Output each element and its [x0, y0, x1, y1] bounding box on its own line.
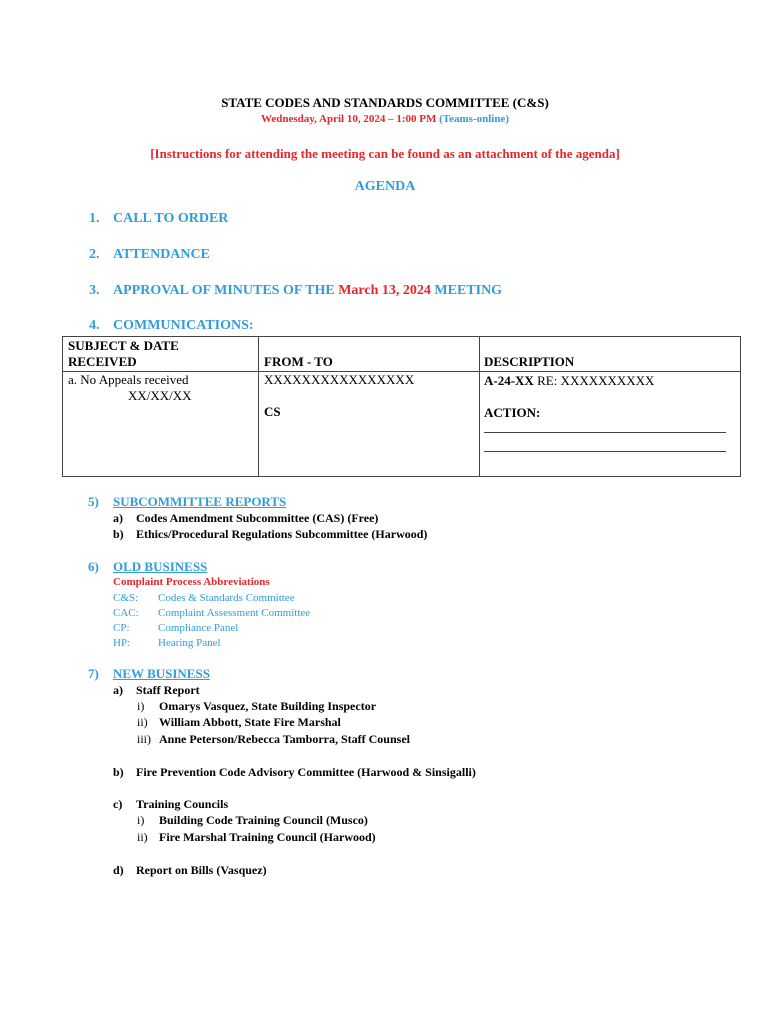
item-roman: ii): [137, 830, 148, 844]
item-text: Training Councils: [136, 797, 229, 811]
item-text: Report on Bills (Vasquez): [136, 863, 267, 877]
document-title: STATE CODES AND STANDARDS COMMITTEE (C&S): [221, 95, 549, 110]
item-label: APPROVAL OF MINUTES OF THE: [113, 283, 335, 298]
abbreviation-row: [113, 621, 239, 636]
abbreviation-code: HP:: [113, 637, 131, 649]
header-received-label: RECEIVED: [68, 354, 137, 369]
item-text: Fire Marshal Training Council (Harwood): [159, 830, 376, 844]
appeal-subject: RE: XXXXXXXXXX: [533, 373, 655, 388]
section-title: NEW BUSINESS: [113, 666, 210, 681]
minutes-date: March 13, 2024: [338, 283, 431, 298]
action-label: ACTION:: [484, 405, 541, 420]
staff-report-subitem: [137, 715, 341, 730]
item-label: CALL TO ORDER: [113, 211, 229, 226]
abbreviation-desc: Complaint Assessment Committee: [158, 607, 311, 619]
action-line: [484, 451, 726, 452]
staff-report-subitem: [137, 699, 377, 714]
cell-description: [480, 372, 741, 477]
abbreviation-desc: Hearing Panel: [158, 637, 221, 649]
meeting-date-time: Wednesday, April 10, 2024 – 1:00 PM: [260, 113, 437, 125]
staff-report-subitem: [137, 732, 410, 747]
section-number: 6): [88, 559, 99, 574]
header-description-label: DESCRIPTION: [484, 354, 575, 369]
item-letter: b): [113, 765, 124, 779]
header-description: [480, 337, 741, 372]
meeting-subtitle: [0, 113, 770, 125]
communications-table: [62, 336, 741, 477]
item-text: Staff Report: [136, 683, 200, 697]
item-number: 2.: [89, 247, 100, 262]
section-number: 7): [88, 666, 99, 681]
cell-from-to: [259, 372, 480, 477]
table-header-row: [63, 337, 741, 372]
abbreviation-desc: Codes & Standards Committee: [158, 592, 295, 604]
agenda-item-communications: [89, 318, 254, 334]
item-text: Building Code Training Council (Musco): [159, 813, 368, 827]
item-text: Anne Peterson/Rebecca Tamborra, Staff Counsel: [159, 732, 410, 746]
subcommittee-item: [113, 527, 428, 542]
agenda-item-approval-minutes: [89, 283, 503, 299]
action-line: [484, 432, 726, 433]
header-from-to: [259, 337, 480, 372]
abbreviation-row: [113, 636, 221, 651]
section-title: SUBCOMMITTEE REPORTS: [113, 494, 287, 509]
item-letter: c): [113, 797, 123, 811]
item-label: COMMUNICATIONS:: [113, 318, 254, 333]
header-subject-date: [63, 337, 259, 372]
section-old-business: [88, 559, 208, 575]
abbreviation-code: CAC:: [113, 607, 139, 619]
section-new-business: [88, 666, 210, 682]
abbreviations-list: [113, 591, 311, 651]
description-text: [484, 372, 726, 390]
cs-label: CS: [264, 404, 281, 419]
item-number: 4.: [89, 318, 100, 333]
training-council-subitem: [137, 813, 368, 828]
item-letter: b): [113, 527, 124, 541]
header-from-to-label: FROM - TO: [264, 354, 333, 369]
header-subject-label: SUBJECT & DATE: [68, 338, 179, 353]
item-text: Ethics/Procedural Regulations Subcommittee (Harwood): [136, 527, 428, 541]
received-date: XX/XX/XX: [128, 388, 192, 403]
abbreviations-heading: Complaint Process Abbreviations: [113, 576, 270, 588]
section-number: 5): [88, 494, 99, 509]
abbreviation-desc: Compliance Panel: [158, 622, 239, 634]
item-roman: ii): [137, 715, 148, 729]
cell-subject: [63, 372, 259, 477]
meeting-location: (Teams-online): [439, 113, 510, 125]
agenda-item-call-to-order: [89, 211, 229, 227]
section-title: OLD BUSINESS: [113, 559, 208, 574]
item-label: ATTENDANCE: [113, 247, 210, 262]
item-number: 1.: [89, 211, 100, 226]
subcommittee-item: [113, 511, 379, 526]
item-text: Codes Amendment Subcommittee (CAS) (Free): [136, 511, 379, 525]
section-subcommittee-reports: [88, 494, 287, 510]
item-label-suffix: MEETING: [434, 283, 503, 298]
appeal-number: A-24-XX: [484, 373, 534, 388]
agenda-item-attendance: [89, 247, 210, 263]
item-number: 3.: [89, 283, 100, 298]
agenda-heading: AGENDA: [354, 179, 416, 194]
item-letter: a): [113, 683, 123, 697]
abbreviation-row: [113, 606, 311, 621]
new-business-item: [113, 683, 200, 698]
abbreviation-row: [113, 591, 295, 606]
table-row: [63, 372, 741, 477]
item-roman: iii): [137, 732, 151, 746]
new-business-item: [113, 863, 267, 878]
item-letter: d): [113, 863, 124, 877]
item-letter: a): [113, 511, 123, 525]
attendance-instructions: [Instructions for attending the meeting can be found as an attachment of the agenda]: [150, 146, 620, 161]
training-council-subitem: [137, 830, 376, 845]
item-text: Omarys Vasquez, State Building Inspector: [159, 699, 377, 713]
item-roman: i): [137, 813, 145, 827]
new-business-item: [113, 765, 476, 780]
abbreviation-code: C&S:: [113, 592, 139, 604]
abbreviation-code: CP:: [113, 622, 130, 634]
item-roman: i): [137, 699, 145, 713]
from-to-text: XXXXXXXXXXXXXXXX: [264, 372, 415, 387]
item-text: Fire Prevention Code Advisory Committee (Harwood & Sinsigalli): [136, 765, 476, 779]
item-text: William Abbott, State Fire Marshal: [159, 715, 341, 729]
new-business-item: [113, 797, 229, 812]
subject-text: a. No Appeals received: [68, 372, 189, 387]
